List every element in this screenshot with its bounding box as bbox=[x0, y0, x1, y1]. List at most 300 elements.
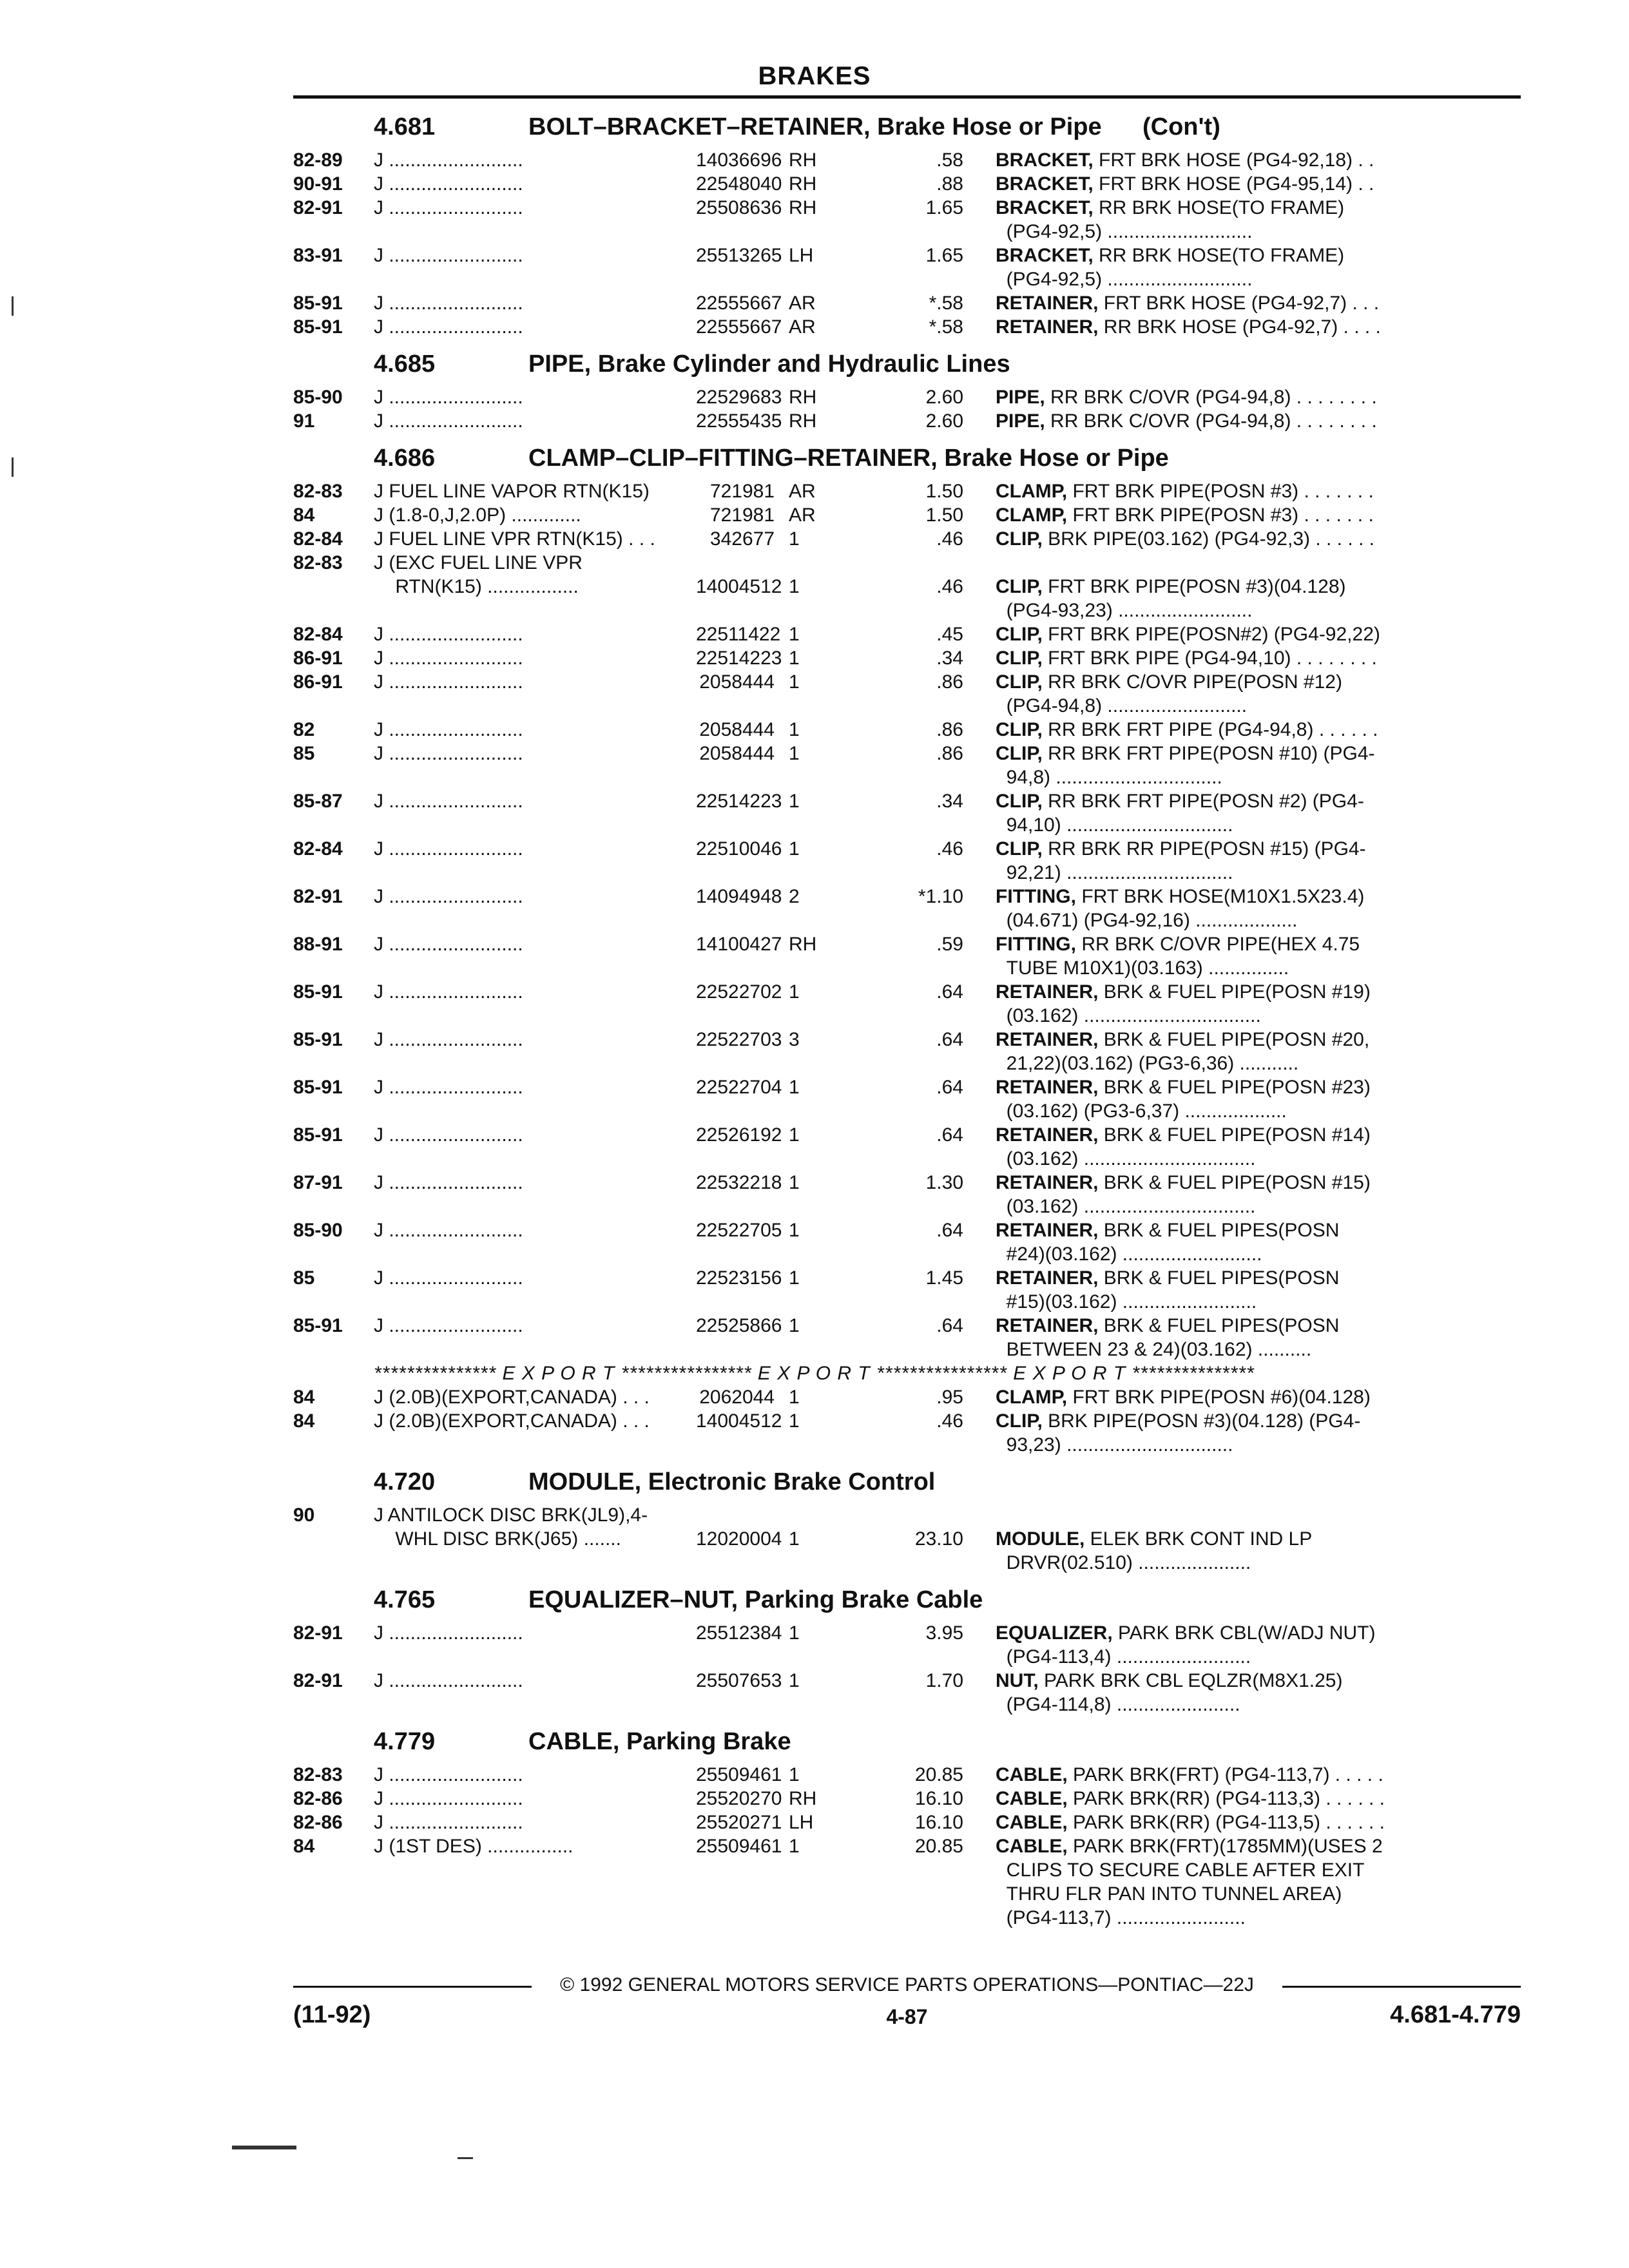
part-detail: BRK & FUEL PIPES(POSN BETWEEN 23 & 24)(03.162) .......... bbox=[1006, 1315, 1340, 1360]
quantity: 1 bbox=[789, 1267, 800, 1289]
quantity: 1 bbox=[789, 576, 800, 597]
part-name: PIPE, bbox=[996, 410, 1045, 432]
table-row bbox=[293, 291, 1521, 315]
model-year: 84 bbox=[293, 1387, 315, 1408]
part-number: 2058444 bbox=[699, 743, 775, 764]
part-description bbox=[996, 1811, 1521, 1834]
model-year: 82 bbox=[293, 719, 315, 740]
part-name: BRACKET, bbox=[996, 173, 1094, 195]
part-description bbox=[996, 527, 1521, 551]
part-detail: FRT BRK PIPE(POSN #3) . . . . . . . bbox=[1067, 481, 1374, 502]
section-gap bbox=[293, 339, 1521, 345]
price: 3.95 bbox=[925, 1622, 963, 1644]
part-number: 22548040 bbox=[696, 173, 782, 195]
part-number: 14094948 bbox=[696, 886, 782, 907]
model-year: 85-91 bbox=[293, 981, 343, 1003]
application: J ......................... bbox=[374, 293, 523, 314]
part-description bbox=[996, 932, 1521, 980]
part-name: CABLE, bbox=[996, 1788, 1068, 1809]
part-description bbox=[996, 670, 1521, 718]
price: 1.70 bbox=[925, 1670, 963, 1691]
part-number: 22523156 bbox=[696, 1267, 782, 1289]
model-year: 85-91 bbox=[293, 316, 343, 338]
price: .86 bbox=[936, 743, 963, 764]
section-title-sub: Brake Hose or Pipe bbox=[944, 445, 1169, 472]
price: 1.45 bbox=[925, 1267, 963, 1289]
table-row bbox=[293, 1314, 1521, 1361]
price: .64 bbox=[936, 1124, 963, 1146]
application: J ......................... bbox=[374, 1172, 523, 1193]
table-row bbox=[293, 1811, 1521, 1834]
application: J ......................... bbox=[374, 197, 523, 218]
section-title-main: PIPE, bbox=[528, 351, 592, 378]
section-title bbox=[528, 113, 1220, 141]
section-code: 4.686 bbox=[374, 445, 436, 472]
price: 23.10 bbox=[914, 1528, 963, 1550]
part-description bbox=[996, 1123, 1521, 1171]
part-description bbox=[996, 148, 1521, 172]
quantity: RH bbox=[789, 387, 817, 408]
price: .45 bbox=[936, 624, 963, 645]
part-detail: BRK PIPE(03.162) (PG4-92,3) . . . . . . bbox=[1042, 528, 1375, 550]
part-name: MODULE, bbox=[996, 1528, 1085, 1550]
part-name: CLIP, bbox=[996, 838, 1043, 860]
table-row bbox=[293, 1669, 1521, 1716]
part-detail: BRK & FUEL PIPE(POSN #15) (03.162) ................................ bbox=[1006, 1172, 1371, 1217]
section-gap bbox=[293, 1457, 1521, 1463]
footer-page-number: 4-87 bbox=[886, 2005, 928, 2028]
part-name: RETAINER, bbox=[996, 1077, 1099, 1098]
quantity: RH bbox=[789, 149, 817, 171]
part-description bbox=[996, 1218, 1521, 1266]
quantity: 3 bbox=[789, 1029, 800, 1050]
part-number: 342677 bbox=[709, 528, 775, 550]
section-gap bbox=[293, 1575, 1521, 1581]
quantity: 1 bbox=[789, 719, 800, 740]
part-number: 22532218 bbox=[696, 1172, 782, 1193]
part-detail: ELEK BRK CONT IND LP DRVR(02.510) ..................... bbox=[1006, 1528, 1313, 1573]
model-year: 85-90 bbox=[293, 387, 343, 408]
part-number: 25509461 bbox=[696, 1836, 782, 1857]
part-number: 14100427 bbox=[696, 934, 782, 955]
application: J (2.0B)(EXPORT,CANADA) . . . bbox=[374, 1387, 650, 1408]
section-title-main: CLAMP–CLIP–FITTING–RETAINER, bbox=[528, 445, 938, 472]
section-title-main: MODULE, bbox=[528, 1468, 642, 1495]
part-description bbox=[996, 291, 1521, 315]
table-row bbox=[293, 742, 1521, 789]
model-year: 82-91 bbox=[293, 886, 343, 907]
price: 20.85 bbox=[914, 1836, 963, 1857]
part-description bbox=[996, 1075, 1521, 1123]
table-row bbox=[293, 1028, 1521, 1075]
model-year: 82-83 bbox=[293, 481, 343, 502]
model-year: 82-89 bbox=[293, 149, 343, 171]
section-heading bbox=[293, 1463, 1521, 1503]
price: .64 bbox=[936, 1315, 963, 1336]
part-name: BRACKET, bbox=[996, 149, 1094, 171]
part-description bbox=[996, 718, 1521, 742]
part-name: CLIP, bbox=[996, 719, 1043, 740]
table-row bbox=[293, 646, 1521, 670]
quantity: RH bbox=[789, 1788, 817, 1809]
part-name: RETAINER, bbox=[996, 1172, 1099, 1193]
part-detail: RR BRK HOSE (PG4-92,7) . . . . bbox=[1098, 316, 1381, 338]
part-description bbox=[996, 503, 1521, 527]
part-detail: PARK BRK CBL(W/ADJ NUT) (PG4-113,4) ......................... bbox=[1006, 1622, 1376, 1667]
section-title-sub: Brake Cylinder and Hydraulic Lines bbox=[597, 351, 1010, 378]
section-title-main: EQUALIZER–NUT, bbox=[528, 1586, 738, 1613]
quantity: 1 bbox=[789, 1836, 800, 1857]
price: .34 bbox=[936, 648, 963, 669]
quantity: 1 bbox=[789, 1670, 800, 1691]
model-year: 82-86 bbox=[293, 1812, 343, 1833]
application: J ......................... bbox=[374, 149, 523, 171]
model-year: 85-91 bbox=[293, 1315, 343, 1336]
parts-listing bbox=[293, 108, 1521, 1936]
part-name: CLIP, bbox=[996, 528, 1043, 550]
part-number: 25509461 bbox=[696, 1764, 782, 1785]
quantity: AR bbox=[789, 505, 816, 526]
section-heading bbox=[293, 439, 1521, 479]
table-row bbox=[293, 837, 1521, 885]
part-detail: FRT BRK PIPE(POSN #3) . . . . . . . bbox=[1067, 505, 1374, 526]
part-description bbox=[996, 385, 1521, 409]
model-year: 85 bbox=[293, 743, 315, 764]
part-number: 22511422 bbox=[696, 624, 781, 645]
part-description bbox=[996, 885, 1521, 932]
part-name: NUT, bbox=[996, 1670, 1039, 1691]
part-detail: PARK BRK CBL EQLZR(M8X1.25) (PG4-114,8) ....................... bbox=[1006, 1670, 1343, 1715]
part-description bbox=[996, 1621, 1521, 1669]
price: .64 bbox=[936, 1220, 963, 1241]
price: .95 bbox=[936, 1387, 963, 1408]
part-number: 22522705 bbox=[696, 1220, 782, 1241]
quantity: AR bbox=[789, 316, 816, 338]
table-row bbox=[293, 1075, 1521, 1123]
part-description bbox=[996, 196, 1521, 244]
part-description bbox=[996, 244, 1521, 291]
quantity: 1 bbox=[789, 1077, 800, 1098]
quantity: 1 bbox=[789, 1528, 800, 1550]
part-number: 2062044 bbox=[699, 1387, 775, 1408]
part-detail: RR BRK C/OVR (PG4-94,8) . . . . . . . . bbox=[1045, 387, 1377, 408]
application: J FUEL LINE VAPOR RTN(K15) bbox=[374, 481, 650, 502]
part-detail: FRT BRK HOSE (PG4-95,14) . . bbox=[1093, 173, 1374, 195]
price: 2.60 bbox=[925, 410, 963, 432]
application: J ......................... bbox=[374, 316, 523, 338]
part-name: CLIP, bbox=[996, 624, 1043, 645]
part-description bbox=[996, 1171, 1521, 1218]
application: J ......................... bbox=[374, 719, 523, 740]
quantity: 1 bbox=[789, 528, 800, 550]
section-title bbox=[528, 1728, 791, 1756]
section-code: 4.765 bbox=[374, 1586, 436, 1613]
part-description bbox=[996, 1669, 1521, 1716]
table-row bbox=[293, 1787, 1521, 1811]
part-detail: RR BRK HOSE(TO FRAME) (PG4-92,5) ........................... bbox=[1006, 245, 1345, 290]
application: J ......................... bbox=[374, 934, 523, 955]
part-name: CLIP, bbox=[996, 671, 1043, 693]
price: .58 bbox=[936, 149, 963, 171]
price: .59 bbox=[936, 934, 963, 955]
section-code: 4.720 bbox=[374, 1468, 436, 1495]
part-number: 25520271 bbox=[696, 1812, 782, 1833]
part-description bbox=[996, 742, 1521, 789]
part-name: CLAMP, bbox=[996, 481, 1068, 502]
part-description bbox=[996, 622, 1521, 646]
application: J ......................... bbox=[374, 1788, 523, 1809]
part-description bbox=[996, 1314, 1521, 1361]
model-year: 82-83 bbox=[293, 1764, 343, 1785]
quantity: 1 bbox=[789, 838, 800, 860]
part-number: 14004512 bbox=[696, 576, 782, 597]
section-gap bbox=[293, 1930, 1521, 1936]
part-detail: PARK BRK(RR) (PG4-113,5) . . . . . . bbox=[1067, 1812, 1385, 1833]
price: 2.60 bbox=[925, 387, 963, 408]
application: J ......................... bbox=[374, 624, 523, 645]
quantity: 2 bbox=[789, 886, 800, 907]
application: J ......................... bbox=[374, 1029, 523, 1050]
model-year: 86-91 bbox=[293, 671, 343, 693]
part-number: 721981 bbox=[709, 505, 775, 526]
part-description bbox=[996, 837, 1521, 885]
quantity: RH bbox=[789, 410, 817, 432]
price: 16.10 bbox=[914, 1812, 963, 1833]
application: J ......................... bbox=[374, 671, 523, 693]
application: J ......................... bbox=[374, 791, 523, 812]
part-description bbox=[996, 409, 1521, 433]
part-detail: FRT BRK PIPE(POSN#2) (PG4-92,22) bbox=[1042, 624, 1380, 645]
application: J ANTILOCK DISC BRK(JL9),4- WHL DISC BRK(J65) ....... bbox=[374, 1504, 648, 1550]
price: 1.65 bbox=[925, 245, 963, 266]
price: .64 bbox=[936, 1029, 963, 1050]
model-year: 84 bbox=[293, 1836, 315, 1857]
model-year: 83-91 bbox=[293, 245, 343, 266]
scan-mark bbox=[12, 457, 14, 477]
quantity: 1 bbox=[789, 1622, 800, 1644]
part-detail: PARK BRK(RR) (PG4-113,3) . . . . . . bbox=[1067, 1788, 1385, 1809]
part-detail: FRT BRK PIPE(POSN #6)(04.128) bbox=[1067, 1387, 1371, 1408]
part-detail: FRT BRK HOSE(M10X1.5X23.4) (04.671) (PG4-92,16) ................... bbox=[1006, 886, 1365, 931]
application: J (1ST DES) ................ bbox=[374, 1836, 574, 1857]
part-name: CLIP, bbox=[996, 743, 1043, 764]
application: J ......................... bbox=[374, 1220, 523, 1241]
table-row bbox=[293, 885, 1521, 932]
table-row bbox=[293, 622, 1521, 646]
model-year: 82-86 bbox=[293, 1788, 343, 1809]
model-year: 88-91 bbox=[293, 934, 343, 955]
application: J (EXC FUEL LINE VPR RTN(K15) ................. bbox=[374, 552, 583, 597]
price: 1.50 bbox=[925, 481, 963, 502]
part-description bbox=[996, 1385, 1521, 1409]
model-year: 85-87 bbox=[293, 791, 343, 812]
part-number: 22522703 bbox=[696, 1029, 782, 1050]
part-number: 25508636 bbox=[696, 197, 782, 218]
application: J (2.0B)(EXPORT,CANADA) . . . bbox=[374, 1410, 650, 1432]
part-number: 22526192 bbox=[696, 1124, 782, 1146]
model-year: 86-91 bbox=[293, 648, 343, 669]
table-row bbox=[293, 385, 1521, 409]
section-title-main: BOLT–BRACKET–RETAINER, bbox=[528, 113, 871, 140]
quantity: 1 bbox=[789, 1410, 800, 1432]
model-year: 91 bbox=[293, 410, 315, 432]
table-row bbox=[293, 1763, 1521, 1787]
part-detail: FRT BRK PIPE(POSN #3)(04.128) (PG4-93,23) ......................... bbox=[1006, 576, 1346, 621]
model-year: 85 bbox=[293, 1267, 315, 1289]
part-number: 22555667 bbox=[696, 293, 782, 314]
price: .64 bbox=[936, 981, 963, 1003]
part-detail: FRT BRK HOSE (PG4-92,7) . . . bbox=[1098, 293, 1380, 314]
table-row bbox=[293, 1385, 1521, 1409]
model-year: 85-91 bbox=[293, 1029, 343, 1050]
section-title-sub: Brake Hose or Pipe (Con't) bbox=[877, 113, 1220, 140]
part-detail: BRK & FUEL PIPES(POSN #24)(03.162) .......................... bbox=[1006, 1220, 1340, 1265]
table-row bbox=[293, 1621, 1521, 1669]
page-title: BRAKES bbox=[758, 62, 871, 90]
section-gap bbox=[293, 433, 1521, 439]
table-row bbox=[293, 1171, 1521, 1218]
part-number: 22514223 bbox=[696, 791, 782, 812]
part-number: 25507653 bbox=[696, 1670, 782, 1691]
part-description bbox=[996, 551, 1521, 622]
part-description bbox=[996, 1409, 1521, 1457]
part-description bbox=[996, 1787, 1521, 1811]
quantity: AR bbox=[789, 293, 816, 314]
part-number: 22522704 bbox=[696, 1077, 782, 1098]
table-row bbox=[293, 1266, 1521, 1314]
quantity: 1 bbox=[789, 1220, 800, 1241]
part-description bbox=[996, 789, 1521, 837]
part-description bbox=[996, 1266, 1521, 1314]
model-year: 82-91 bbox=[293, 1622, 343, 1644]
part-number: 22529683 bbox=[696, 387, 782, 408]
part-detail: RR BRK C/OVR (PG4-94,8) . . . . . . . . bbox=[1045, 410, 1377, 432]
price: 1.50 bbox=[925, 505, 963, 526]
price: 1.65 bbox=[925, 197, 963, 218]
part-detail: RR BRK HOSE(TO FRAME) (PG4-92,5) ........................... bbox=[1006, 197, 1345, 242]
footer-section-range: 4.681-4.779 bbox=[1390, 2001, 1521, 2028]
part-name: EQUALIZER, bbox=[996, 1622, 1113, 1644]
section-title bbox=[528, 445, 1169, 472]
part-description bbox=[996, 1763, 1521, 1787]
part-detail: BRK & FUEL PIPE(POSN #14) (03.162) ................................ bbox=[1006, 1124, 1371, 1169]
part-description bbox=[996, 1028, 1521, 1075]
quantity: 1 bbox=[789, 624, 800, 645]
part-number: 2058444 bbox=[699, 671, 775, 693]
section-code: 4.685 bbox=[374, 351, 436, 378]
quantity: RH bbox=[789, 173, 817, 195]
part-detail: FRT BRK HOSE (PG4-92,18) . . bbox=[1093, 149, 1374, 171]
part-name: CABLE, bbox=[996, 1836, 1068, 1857]
part-number: 22514223 bbox=[696, 648, 782, 669]
application: J ......................... bbox=[374, 1267, 523, 1289]
quantity: 1 bbox=[789, 1764, 800, 1785]
application: J ......................... bbox=[374, 1812, 523, 1833]
part-description bbox=[996, 479, 1521, 503]
part-name: RETAINER, bbox=[996, 981, 1099, 1003]
quantity: 1 bbox=[789, 648, 800, 669]
table-row bbox=[293, 172, 1521, 196]
price: *.58 bbox=[929, 293, 963, 314]
table-row bbox=[293, 789, 1521, 837]
application: J ......................... bbox=[374, 1124, 523, 1146]
price: .46 bbox=[936, 1410, 963, 1432]
part-name: CABLE, bbox=[996, 1812, 1068, 1833]
footer-copyright: © 1992 GENERAL MOTORS SERVICE PARTS OPERATIONS—PONTIAC—22J bbox=[560, 1974, 1254, 1995]
part-detail: BRK & FUEL PIPE(POSN #20, 21,22)(03.162) (PG3-6,36) ........... bbox=[1006, 1029, 1370, 1074]
part-name: CLAMP, bbox=[996, 505, 1068, 526]
part-name: FITTING, bbox=[996, 886, 1076, 907]
section-title-sub: Parking Brake bbox=[626, 1728, 791, 1755]
part-number: 22525866 bbox=[696, 1315, 782, 1336]
part-number: 2058444 bbox=[699, 719, 775, 740]
application: J ......................... bbox=[374, 173, 523, 195]
model-year: 84 bbox=[293, 505, 315, 526]
application: J ......................... bbox=[374, 1622, 523, 1644]
part-detail: RR BRK FRT PIPE (PG4-94,8) . . . . . . bbox=[1042, 719, 1378, 740]
part-name: CLIP, bbox=[996, 648, 1043, 669]
part-number: 25520270 bbox=[696, 1788, 782, 1809]
section-title bbox=[528, 1586, 983, 1614]
table-row bbox=[293, 670, 1521, 718]
application: J ......................... bbox=[374, 1670, 523, 1691]
part-detail: BRK & FUEL PIPES(POSN #15)(03.162) ......................... bbox=[1006, 1267, 1340, 1312]
model-year: 82-84 bbox=[293, 624, 343, 645]
part-name: RETAINER, bbox=[996, 316, 1099, 338]
price: *1.10 bbox=[918, 886, 963, 907]
section-title-sub: Electronic Brake Control bbox=[648, 1468, 936, 1495]
part-detail: PARK BRK(FRT) (PG4-113,7) . . . . . bbox=[1067, 1764, 1383, 1785]
model-year: 85-91 bbox=[293, 1077, 343, 1098]
model-year: 82-91 bbox=[293, 197, 343, 218]
section-code: 4.779 bbox=[374, 1728, 436, 1755]
part-number: 721981 bbox=[709, 481, 775, 502]
model-year: 85-91 bbox=[293, 293, 343, 314]
table-row bbox=[293, 1123, 1521, 1171]
part-number: 22510046 bbox=[696, 838, 782, 860]
part-name: PIPE, bbox=[996, 387, 1045, 408]
quantity: 1 bbox=[789, 1315, 800, 1336]
part-name: CLAMP, bbox=[996, 1387, 1068, 1408]
price: .46 bbox=[936, 838, 963, 860]
application: J ......................... bbox=[374, 410, 523, 432]
table-row bbox=[293, 503, 1521, 527]
application: J ......................... bbox=[374, 838, 523, 860]
part-name: RETAINER, bbox=[996, 293, 1099, 314]
application: J ......................... bbox=[374, 1315, 523, 1336]
price: 1.30 bbox=[925, 1172, 963, 1193]
part-detail: BRK & FUEL PIPE(POSN #23) (03.162) (PG3-6,37) ................... bbox=[1006, 1077, 1371, 1122]
model-year: 85-91 bbox=[293, 1124, 343, 1146]
part-name: CLIP, bbox=[996, 791, 1043, 812]
table-row bbox=[293, 551, 1521, 622]
part-name: CABLE, bbox=[996, 1764, 1068, 1785]
price: .86 bbox=[936, 719, 963, 740]
table-row bbox=[293, 196, 1521, 244]
scan-mark bbox=[232, 2146, 296, 2149]
table-row bbox=[293, 479, 1521, 503]
quantity: LH bbox=[789, 245, 814, 266]
model-year: 85-90 bbox=[293, 1220, 343, 1241]
part-number: 14004512 bbox=[696, 1410, 782, 1432]
application: J ......................... bbox=[374, 648, 523, 669]
part-detail: RR BRK RR PIPE(POSN #15) (PG4- 92,21) ............................... bbox=[1006, 838, 1366, 883]
part-number: 22555667 bbox=[696, 316, 782, 338]
part-detail: BRK & FUEL PIPE(POSN #19) (03.162) ................................. bbox=[1006, 981, 1371, 1026]
quantity: 1 bbox=[789, 1387, 800, 1408]
part-number: 25513265 bbox=[696, 245, 782, 266]
section-title bbox=[528, 351, 1010, 378]
